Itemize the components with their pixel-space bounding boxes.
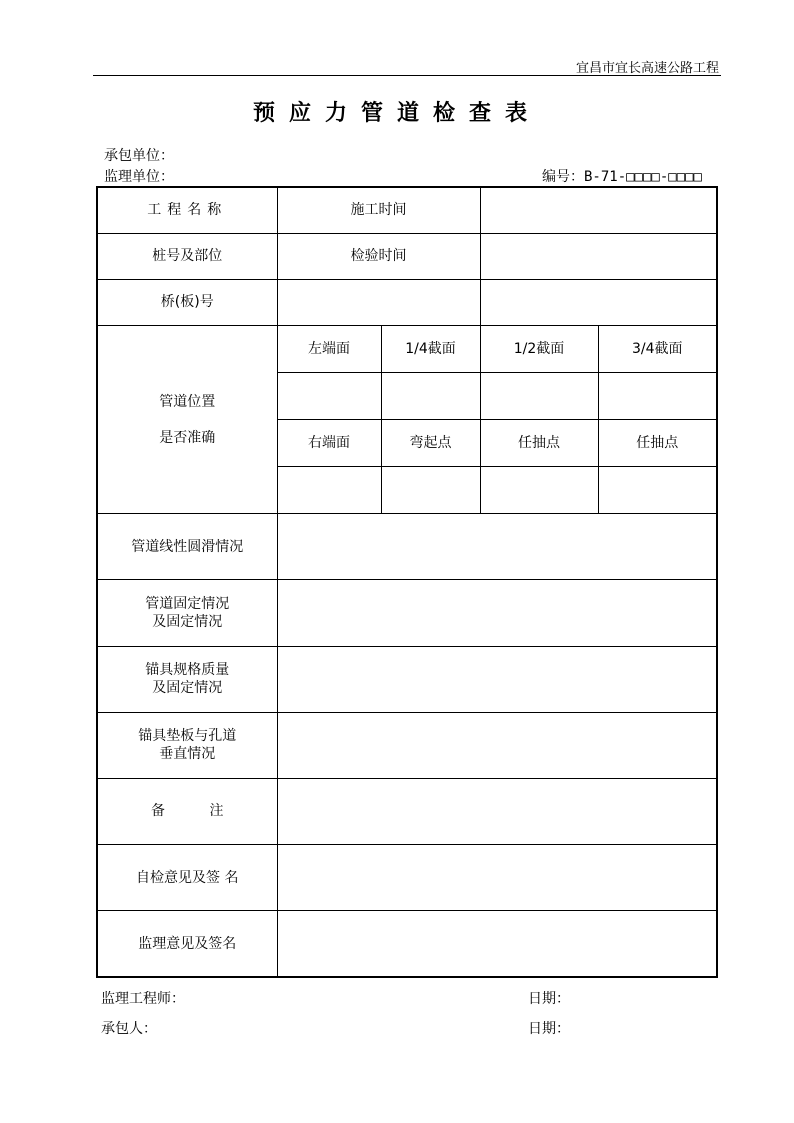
fixing-label-line2: 及固定情况: [152, 614, 223, 630]
inspection-time-label: 检验时间: [277, 233, 480, 279]
smoothness-value[interactable]: [277, 514, 717, 580]
supervision-label: 监理意见及签名: [97, 911, 277, 977]
fixing-label-line1: 管道固定情况: [145, 596, 230, 612]
header-rule: [93, 75, 721, 76]
bridge-slab-extra[interactable]: [480, 279, 717, 325]
section-bend-point-value[interactable]: [381, 467, 480, 514]
section-three-quarter-value[interactable]: [598, 372, 717, 419]
section-left-end: 左端面: [277, 325, 381, 372]
remarks-label: 备 注: [97, 778, 277, 844]
inspection-table: [96, 186, 718, 978]
anchor-plate-value[interactable]: [277, 712, 717, 778]
date-label-2: 日期：: [528, 1021, 570, 1037]
smoothness-label: 管道线性圆滑情况: [97, 514, 277, 580]
section-quarter: 1/4截面: [381, 325, 480, 372]
contractor-label: 承包单位：: [104, 148, 174, 164]
section-quarter-value[interactable]: [381, 372, 480, 419]
self-check-value[interactable]: [277, 845, 717, 911]
section-bend-point: 弯起点: [381, 420, 480, 467]
project-name-label: 工程名称: [97, 187, 277, 233]
bridge-slab-label: 桥(板)号: [97, 279, 277, 325]
contractor-signature-label: 承包人：: [101, 1021, 157, 1037]
inspection-time-value[interactable]: [480, 233, 717, 279]
construction-time-value[interactable]: [480, 187, 717, 233]
supervisor-label: 监理单位：: [104, 169, 174, 185]
project-name: 宜昌市宜长高速公路工程: [575, 61, 719, 76]
fixing-label: [97, 580, 277, 646]
anchor-plate-line2: 垂直情况: [159, 746, 216, 763]
anchor-quality-value[interactable]: [277, 646, 717, 712]
anchor-plate-label: [97, 712, 277, 778]
section-half-value[interactable]: [480, 372, 598, 419]
self-check-label: 自检意见及签 名: [97, 845, 277, 911]
section-right-end: 右端面: [277, 420, 381, 467]
anchor-plate-line1: 锚具垫板与孔道: [138, 728, 237, 745]
form-code: 编号：B-71-□□□□-□□□□: [541, 169, 702, 185]
bridge-slab-value[interactable]: [277, 279, 480, 325]
remarks-value[interactable]: [277, 778, 717, 844]
position-accuracy-label: [97, 325, 277, 513]
construction-time-label: 施工时间: [277, 187, 480, 233]
section-three-quarter: 3/4截面: [598, 325, 717, 372]
section-half: 1/2截面: [480, 325, 598, 372]
section-random-point-1-value[interactable]: [480, 467, 598, 514]
fixing-value[interactable]: [277, 580, 717, 646]
position-label-line1: 管道位置: [159, 393, 216, 410]
section-random-point-2: 任抽点: [598, 420, 717, 467]
section-random-point-1: 任抽点: [480, 420, 598, 467]
anchor-quality-line1: 锚具规格质量: [145, 662, 230, 679]
date-label-1: 日期：: [528, 991, 570, 1007]
section-right-end-value[interactable]: [277, 467, 381, 514]
anchor-quality-line2: 及固定情况: [152, 680, 223, 697]
section-random-point-2-value[interactable]: [598, 467, 717, 514]
supervision-value[interactable]: [277, 911, 717, 977]
station-part-label: 桩号及部位: [97, 233, 277, 279]
position-label-line2: 是否准确: [159, 429, 216, 446]
engineer-label: 监理工程师：: [101, 991, 185, 1007]
anchor-quality-label: [97, 646, 277, 712]
section-left-end-value[interactable]: [277, 372, 381, 419]
page-title: 预应力管道检查表: [252, 100, 541, 126]
